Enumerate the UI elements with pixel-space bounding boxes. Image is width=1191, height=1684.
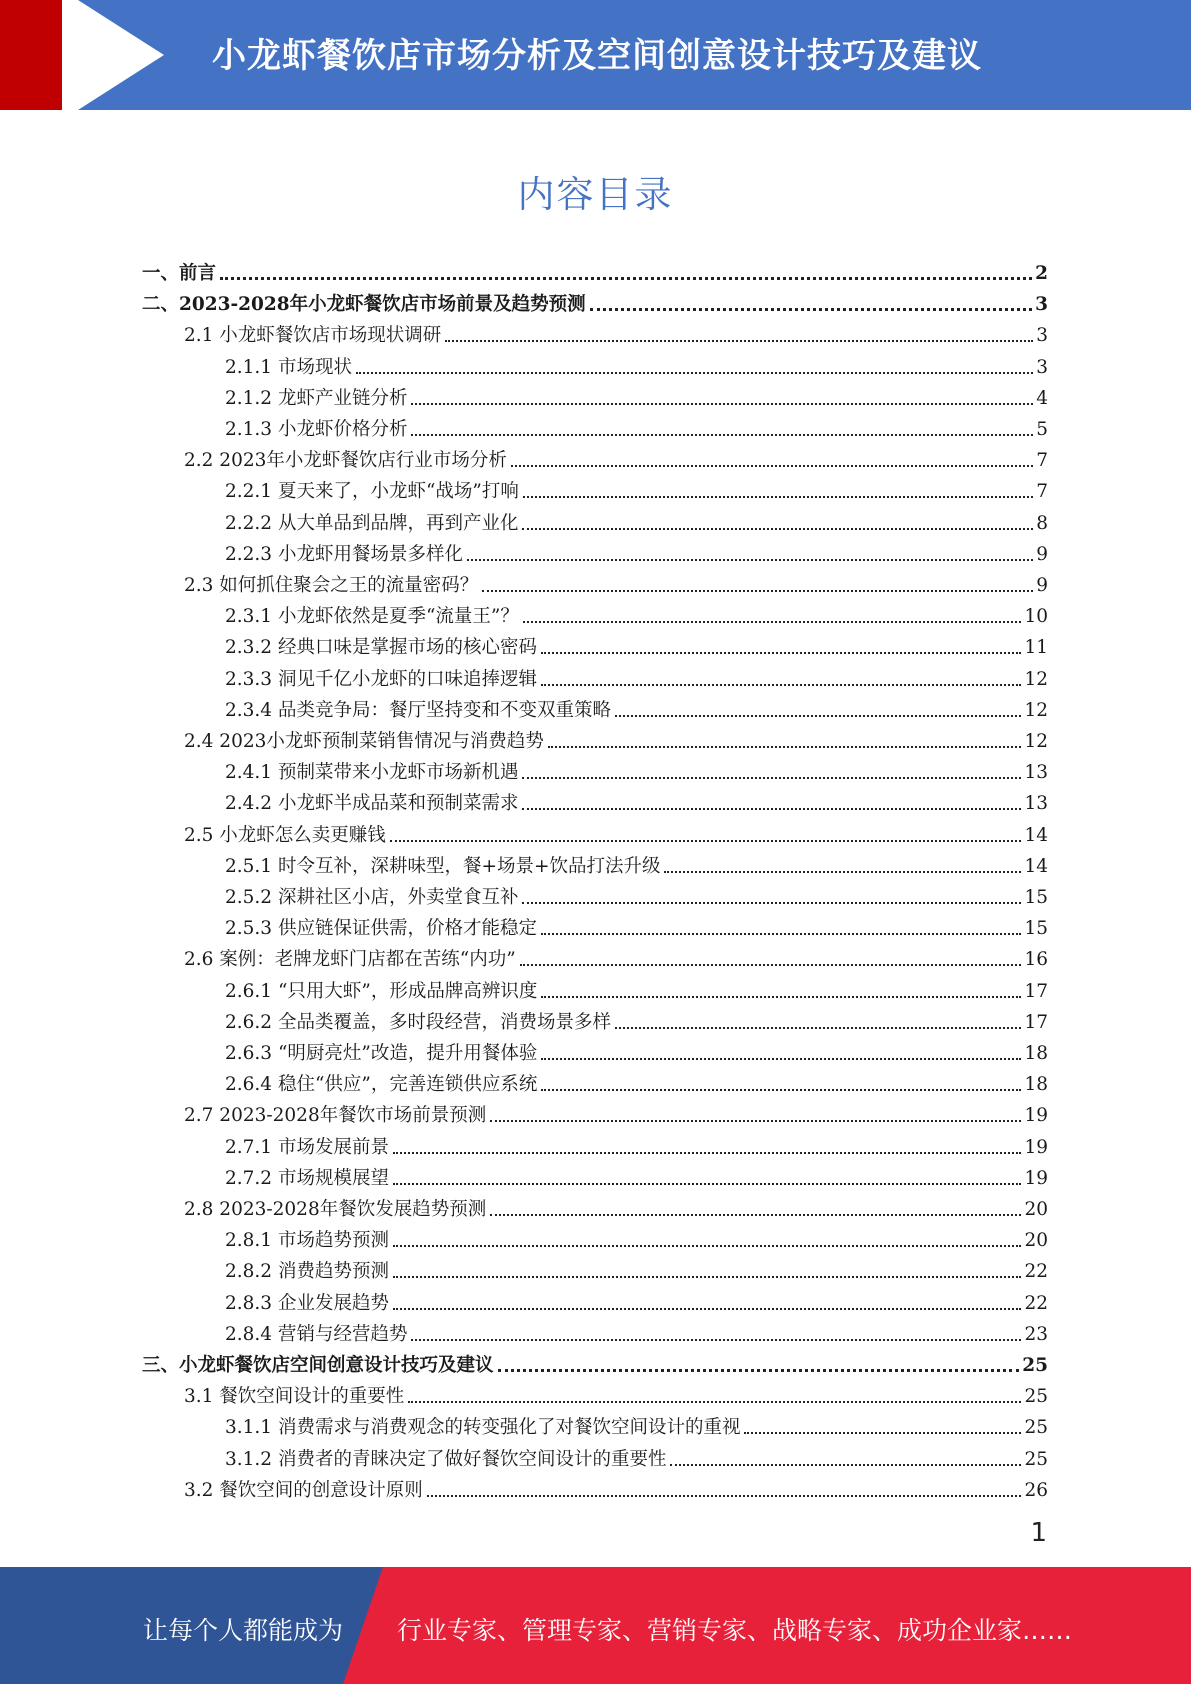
toc-entry[interactable]: [184, 1190, 1048, 1221]
header-banner: [0, 0, 1191, 110]
toc-entry-title: 2.7.1 市场发展前景: [225, 1137, 389, 1158]
toc-entry-title: 2.6.1 “只用大虾”，形成品牌高辨识度: [225, 981, 538, 1002]
toc-dot-leader: [356, 372, 1033, 374]
toc-entry[interactable]: [225, 1159, 1048, 1190]
toc-dot-leader: [590, 308, 1032, 311]
toc-entry-page: 7: [1036, 450, 1048, 471]
toc-entry-title: 3.1 餐饮空间设计的重要性: [184, 1386, 405, 1407]
toc-dot-leader: [541, 1058, 1021, 1060]
toc-entry-title: 2.3.3 洞见千亿小龙虾的口味追捧逻辑: [225, 669, 537, 690]
toc-dot-leader: [541, 652, 1021, 654]
footer-slogan-right: 行业专家、管理专家、营销专家、战略专家、成功企业家……: [397, 1616, 1073, 1645]
toc-entry-page: 23: [1024, 1324, 1048, 1345]
toc-entry-title: 3.1.1 消费需求与消费观念的转变强化了对餐饮空间设计的重视: [225, 1417, 741, 1438]
footer-banner: [0, 1567, 1191, 1684]
toc-entry-page: 18: [1024, 1043, 1048, 1064]
toc-entry[interactable]: [225, 753, 1048, 784]
toc-entry-page: 2: [1035, 263, 1048, 284]
toc-entry[interactable]: [142, 1346, 1048, 1377]
toc-entry-title: 2.1.2 龙虾产业链分析: [225, 388, 408, 409]
toc-entry-page: 4: [1036, 388, 1048, 409]
toc-dot-leader: [541, 996, 1021, 998]
toc-entry-page: 3: [1036, 357, 1048, 378]
toc-entry-page: 12: [1024, 669, 1048, 690]
toc-entry-title: 2.3.1 小龙虾依然是夏季“流量王”？: [225, 606, 519, 627]
toc-entry[interactable]: [225, 660, 1048, 691]
toc-entry-title: 3.1.2 消费者的青睐决定了做好餐饮空间设计的重要性: [225, 1449, 667, 1470]
toc-dot-leader: [541, 933, 1021, 935]
toc-entry-title: 一、前言: [142, 263, 217, 284]
toc-dot-leader: [411, 403, 1033, 405]
toc-entry-page: 9: [1036, 544, 1048, 565]
toc-entry-title: 2.2 2023年小龙虾餐饮店行业市场分析: [184, 450, 507, 471]
toc-dot-leader: [670, 1464, 1021, 1466]
toc-entry-title: 2.5.1 时令互补，深耕味型，餐+场景+饮品打法升级: [225, 856, 661, 877]
toc-dot-leader: [520, 964, 1022, 966]
toc-entry-title: 2.5 小龙虾怎么卖更赚钱: [184, 825, 386, 846]
toc-entry-page: 8: [1036, 513, 1048, 534]
toc-dot-leader: [522, 808, 1021, 810]
toc-entry-page: 25: [1024, 1386, 1048, 1407]
toc-heading: 内容目录: [517, 173, 674, 216]
toc-entry-page: 18: [1024, 1074, 1048, 1095]
toc-entry-title: 2.6 案例：老牌龙虾门店都在苦练“内功”: [184, 949, 516, 970]
toc-dot-leader: [511, 465, 1033, 467]
toc-dot-leader: [393, 1245, 1021, 1247]
toc-entry[interactable]: [225, 691, 1048, 722]
toc-entry-page: 25: [1024, 1449, 1048, 1470]
toc-entry[interactable]: [225, 1065, 1048, 1096]
toc-entry[interactable]: [225, 379, 1048, 410]
toc-entry-title: 2.4.2 小龙虾半成品菜和预制菜需求: [225, 793, 519, 814]
toc-entry[interactable]: [184, 441, 1048, 472]
toc-entry-title: 三、小龙虾餐饮店空间创意设计技巧及建议: [142, 1355, 494, 1376]
toc-dot-leader: [548, 746, 1022, 748]
toc-dot-leader: [490, 1214, 1021, 1216]
toc-entry-page: 19: [1024, 1137, 1048, 1158]
toc-entry[interactable]: [225, 1284, 1048, 1315]
toc-entry-title: 2.1.1 市场现状: [225, 357, 352, 378]
toc-entry-title: 2.6.3 “明厨亮灶”改造，提升用餐体验: [225, 1043, 538, 1064]
toc-entry[interactable]: [184, 1377, 1048, 1408]
toc-entry-page: 12: [1024, 700, 1048, 721]
toc-entry-title: 2.1 小龙虾餐饮店市场现状调研: [184, 325, 442, 346]
toc-dot-leader: [615, 715, 1021, 717]
toc-dot-leader: [390, 840, 1022, 842]
toc-entry-title: 2.2.1 夏天来了，小龙虾“战场”打响: [225, 481, 519, 502]
toc-dot-leader: [445, 340, 1033, 342]
toc-entry[interactable]: [225, 1003, 1048, 1034]
footer-slogan-left: 让每个人都能成为: [143, 1616, 344, 1645]
toc-entry-page: 20: [1024, 1230, 1048, 1251]
toc-entry-page: 22: [1024, 1261, 1048, 1282]
toc-dot-leader: [522, 528, 1033, 530]
toc-entry-page: 13: [1024, 793, 1048, 814]
toc-entry-title: 2.2.2 从大单品到品牌，再到产业化: [225, 513, 519, 534]
toc-entry[interactable]: [225, 535, 1048, 566]
toc-dot-leader: [541, 1089, 1021, 1091]
toc-entry-page: 14: [1024, 856, 1048, 877]
toc-entry-title: 2.4 2023小龙虾预制菜销售情况与消费趋势: [184, 731, 544, 752]
toc-entry[interactable]: [225, 1221, 1048, 1252]
toc-entry-title: 2.8.4 营销与经营趋势: [225, 1324, 408, 1345]
toc-entry-page: 11: [1024, 637, 1048, 658]
toc-dot-leader: [393, 1183, 1021, 1185]
toc-entry[interactable]: [225, 472, 1048, 503]
toc-entry-title: 2.7.2 市场规模展望: [225, 1168, 389, 1189]
toc-entry-page: 17: [1024, 981, 1048, 1002]
toc-dot-leader: [744, 1432, 1021, 1434]
toc-entry-title: 2.6.2 全品类覆盖，多时段经营，消费场景多样: [225, 1012, 611, 1033]
toc-entry-page: 16: [1024, 949, 1048, 970]
toc-entry[interactable]: [225, 504, 1048, 535]
toc-entry[interactable]: [142, 254, 1048, 285]
toc-entry-title: 2.6.4 稳住“供应”，完善连锁供应系统: [225, 1074, 538, 1095]
toc-entry-page: 3: [1036, 325, 1048, 346]
toc-entry-page: 5: [1036, 419, 1048, 440]
toc-entry-page: 26: [1024, 1480, 1048, 1501]
toc-entry-title: 2.3 如何抓住聚会之王的流量密码？: [184, 575, 479, 596]
toc-entry[interactable]: [225, 1034, 1048, 1065]
toc-entry[interactable]: [225, 348, 1048, 379]
toc-entry[interactable]: [184, 1096, 1048, 1127]
toc-entry-title: 2.4.1 预制菜带来小龙虾市场新机遇: [225, 762, 519, 783]
toc-entry-title: 2.8.2 消费趋势预测: [225, 1261, 389, 1282]
toc-entry[interactable]: [225, 878, 1048, 909]
toc-entry[interactable]: [184, 566, 1048, 597]
toc-entry-page: 25: [1022, 1355, 1048, 1376]
toc-dot-leader: [490, 1120, 1021, 1122]
toc-entry-title: 2.5.2 深耕社区小店，外卖堂食互补: [225, 887, 519, 908]
toc-entry[interactable]: [184, 722, 1048, 753]
toc-dot-leader: [541, 684, 1021, 686]
toc-entry-title: 2.7 2023-2028年餐饮市场前景预测: [184, 1105, 487, 1126]
toc-entry-page: 12: [1024, 731, 1048, 752]
toc-entry-page: 15: [1024, 918, 1048, 939]
toc-entry-page: 19: [1024, 1168, 1048, 1189]
toc-entry[interactable]: [225, 972, 1048, 1003]
toc-entry-page: 3: [1035, 294, 1048, 315]
toc-entry-title: 3.2 餐饮空间的创意设计原则: [184, 1480, 423, 1501]
toc-dot-leader: [411, 434, 1033, 436]
toc-dot-leader: [664, 871, 1021, 873]
toc-entry-page: 13: [1024, 762, 1048, 783]
toc-dot-leader: [393, 1152, 1021, 1154]
toc-dot-leader: [427, 1495, 1022, 1497]
toc-dot-leader: [393, 1276, 1021, 1278]
toc-entry[interactable]: [225, 1128, 1048, 1159]
toc-entry-page: 22: [1024, 1293, 1048, 1314]
toc-entry-title: 2.8 2023-2028年餐饮发展趋势预测: [184, 1199, 487, 1220]
toc-entry-page: 15: [1024, 887, 1048, 908]
toc-entry[interactable]: [225, 1440, 1048, 1471]
toc-entry[interactable]: [225, 909, 1048, 940]
toc-dot-leader: [408, 1401, 1021, 1403]
toc-dot-leader: [220, 277, 1032, 280]
toc-entry-page: 20: [1024, 1199, 1048, 1220]
toc-dot-leader: [615, 1027, 1021, 1029]
toc-entry-page: 25: [1024, 1417, 1048, 1438]
toc-entry[interactable]: [184, 816, 1048, 847]
toc-entry[interactable]: [142, 285, 1048, 316]
toc-entry[interactable]: [225, 628, 1048, 659]
toc-entry[interactable]: [184, 1471, 1048, 1502]
toc-entry-page: 9: [1036, 575, 1048, 596]
toc-entry[interactable]: [225, 410, 1048, 441]
toc-dot-leader: [498, 1369, 1020, 1372]
toc-entry-page: 10: [1024, 606, 1048, 627]
toc-entry-title: 2.8.1 市场趋势预测: [225, 1230, 389, 1251]
toc-entry-title: 2.1.3 小龙虾价格分析: [225, 419, 408, 440]
document-title: 小龙虾餐饮店市场分析及空间创意设计技巧及建议: [212, 36, 982, 76]
toc-dot-leader: [523, 496, 1033, 498]
toc-entry[interactable]: [184, 316, 1048, 347]
toc-dot-leader: [522, 777, 1021, 779]
toc-dot-leader: [467, 559, 1033, 561]
toc-entry-page: 17: [1024, 1012, 1048, 1033]
page-number: 1: [1030, 1518, 1047, 1548]
toc-entry[interactable]: [225, 1252, 1048, 1283]
toc-entry-title: 2.8.3 企业发展趋势: [225, 1293, 389, 1314]
toc-entry[interactable]: [184, 940, 1048, 971]
toc-dot-leader: [522, 902, 1021, 904]
toc-entry-title: 2.5.3 供应链保证供需，价格才能稳定: [225, 918, 537, 939]
toc-entry-page: 7: [1036, 481, 1048, 502]
toc-dot-leader: [411, 1339, 1021, 1341]
toc-entry-title: 2.3.2 经典口味是掌握市场的核心密码: [225, 637, 537, 658]
toc-entry[interactable]: [225, 1315, 1048, 1346]
toc-entry[interactable]: [225, 597, 1048, 628]
toc-dot-leader: [482, 590, 1033, 592]
toc-entry-page: 14: [1024, 825, 1048, 846]
toc-entry-title: 二、2023-2028年小龙虾餐饮店市场前景及趋势预测: [142, 294, 586, 315]
toc-dot-leader: [393, 1308, 1021, 1310]
toc-entry[interactable]: [225, 784, 1048, 815]
toc-dot-leader: [523, 621, 1022, 623]
toc-entry-title: 2.2.3 小龙虾用餐场景多样化: [225, 544, 463, 565]
toc-entry[interactable]: [225, 847, 1048, 878]
toc-entry[interactable]: [225, 1408, 1048, 1439]
toc-entry-page: 19: [1024, 1105, 1048, 1126]
toc-entry-title: 2.3.4 品类竞争局：餐厅坚持变和不变双重策略: [225, 700, 611, 721]
